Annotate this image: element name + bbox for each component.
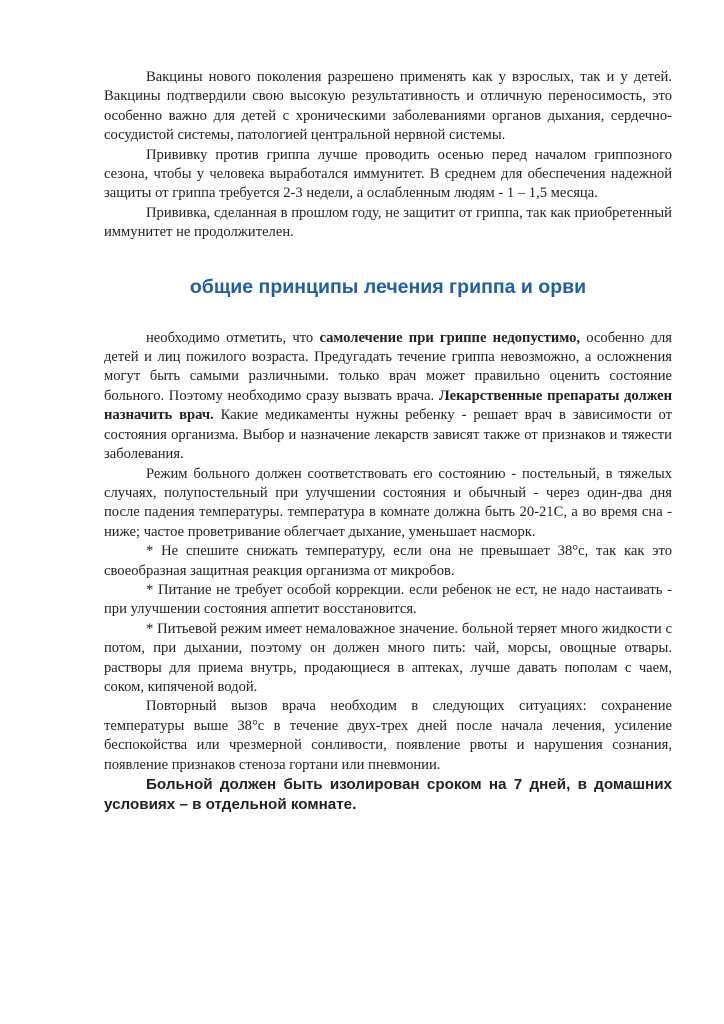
self-treatment-body: особенно для детей и лиц пожилого возраста. Предугадать течение гриппа невозможно, а осложнения могут быть самыми различными. только врач может правильно оценить состояние больного. Поэтому необходимо сразу вызвать врача. <box>104 329 673 404</box>
self-treatment-warning: самолечение при гриппе недопустимо, <box>319 329 581 346</box>
paragraph-nutrition-advice: * Питание не требует особой коррекции. если ребенок не ест, не надо настаивать - при улучшении состояния аппетит восстановится. <box>104 581 672 618</box>
paragraph-temperature-advice: * Не спешите снижать температуру, если она не превышает 38°с, так как это своеобразная защитная реакция организма от микробов. <box>104 543 672 579</box>
paragraph-patient-regime: Режим больного должен соответствовать его состоянию - постельный, в тяжелых случаях, полупостельный при улучшении состояния и обычный - через один-два дня после падения температуры. температура в комнате должна быть 20-21С, а во время сна - ниже; частое проветривание облегчает дыхание, уменьшает насморк. <box>104 465 672 540</box>
document-page <box>104 68 672 815</box>
medication-body: Какие медикаменты нужны ребенку - решает врач в зависимости от состояния организма. Выбор и назначение лекарств зависят также от признаков и тяжести заболевания. <box>104 407 673 463</box>
self-treatment-intro: необходимо отметить, что <box>146 329 320 346</box>
paragraph-drinking-regime: * Питьевой режим имеет немаловажное значение. больной теряет много жидкости с потом, при дыхании, поэтому он должен много пить: чай, морсы, овощные отвары. растворы для приема внутрь, продающиеся в аптеках, лучше давать пополам с чаем, соком, кипяченой водой. <box>104 620 672 695</box>
paragraph-repeat-doctor-call: Повторный вызов врача необходим в следующих ситуациях: сохранение температуры выше 38°с в течение двух-трех дней после начала лечения, усиление беспокойства или чрезмерной сонливости, появление рвоты и нарушения сознания, появление признаков стеноза гортани или пневмонии. <box>104 698 672 773</box>
medication-warning: Лекарственные препараты должен назначить врач. <box>104 387 672 424</box>
isolation-notice: Больной должен быть изолирован сроком на 7 дней, в домашних условиях – в отдельной комнате. <box>104 776 672 813</box>
paragraph-last-year-vaccination: Прививка, сделанная в прошлом году, не защитит от гриппа, так как приобретенный иммунитет не продолжителен. <box>104 204 672 241</box>
section-heading: общие принципы лечения гриппа и орви <box>189 275 587 298</box>
paragraph-vaccines-new-generation: Вакцины нового поколения разрешено применять как у взрослых, так и у детей. Вакцины подтвердили свою высокую результативность и отличную переносимость, это особенно важно для детей с хроническими заболеваниями органов дыхания, сердечно-сосудистой системы, патологией центральной нервной системы. <box>104 69 672 144</box>
paragraph-vaccination-timing: Прививку против гриппа лучше проводить осенью перед началом гриппозного сезона, чтобы у человека выработался иммунитет. В среднем для обеспечения надежной защиты от гриппа требуется 2-3 недели, а ослабленным людям - 1 – 1,5 месяца. <box>104 146 672 202</box>
paragraph-self-treatment <box>104 329 672 465</box>
